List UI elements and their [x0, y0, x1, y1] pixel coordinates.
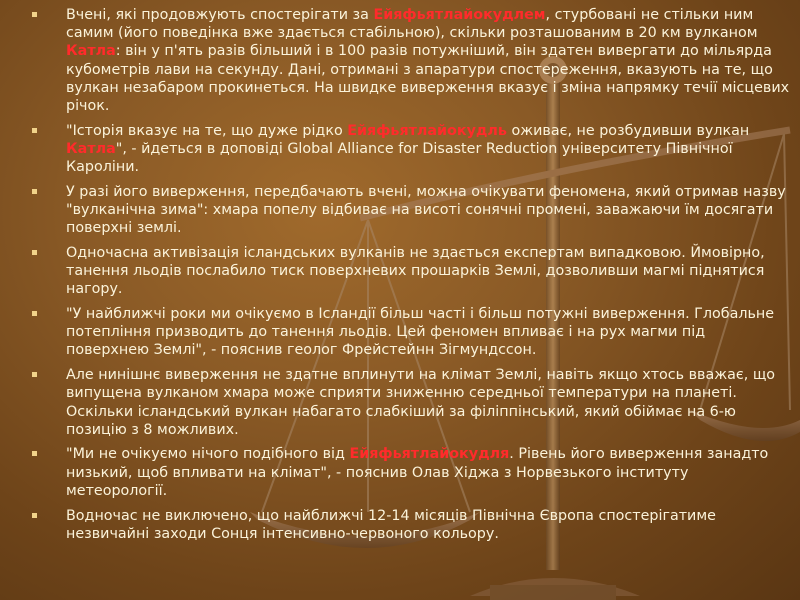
- bullet-text: ", - йдеться в доповіді Global Alliance for Disaster Reduction університету Північної Кароліни.: [66, 140, 733, 176]
- highlighted-volcano-name: Ейяфьятлайокудля: [349, 446, 510, 463]
- bullet-text: У разі його виверження, передбачають вчені, можна очікувати феномена, який отримав назву "вулканічна зима": хмара попелу відбиває на висоті сонячні промені, заважаючи їм досягати поверхні землі.: [66, 183, 786, 237]
- highlighted-volcano-name: Ейяфьятлайокудлем: [373, 7, 546, 23]
- highlighted-volcano-name: Катла: [66, 43, 116, 60]
- bullet-item: [30, 6, 790, 115]
- square-bullet-icon: [32, 189, 37, 194]
- bullet-item: [30, 445, 790, 500]
- highlighted-volcano-name: Ейяфьятлайокудль: [347, 122, 507, 139]
- square-bullet-icon: [32, 128, 37, 133]
- bullet-item: [30, 507, 790, 543]
- bullet-text: Вчені, які продовжують спостерігати за: [66, 7, 374, 23]
- bullet-text: "Ми не очікуємо нічого подібного від: [66, 446, 350, 463]
- bullet-item: [30, 244, 790, 299]
- bullet-text: . Рівень його виверження занадто низький, щоб впливати на клімат", - пояснив Олав Хiджа з Норвезького інституту метеорології.: [66, 446, 769, 499]
- square-bullet-icon: [32, 513, 37, 518]
- bullet-text: , стурбовані не стільки ним самим (його поведінка вже здається стабільною), скільки розташованим в 20 км вулканом: [66, 7, 758, 42]
- square-bullet-icon: [32, 12, 37, 17]
- square-bullet-icon: [32, 372, 37, 377]
- bullet-text: Водночас не виключено, що найближчі 12-14 місяців Північна Європа спостерігатиме незвичайні заходи Сонця інтенсивно-червоного кольору.: [66, 507, 716, 542]
- bullet-text: Але нинішнє виверження не здатне вплинути на клімат Землі, навіть якщо хтось вважає, що випущена вулканом хмара може сприяти зниженню середньої температури на планеті. Оскільки ісландський вулкан набагато слабкіший за філіппінський, який обіймає на 6-ю позицію з 8 можливих.: [66, 367, 776, 438]
- bullet-text: Одночасна активізація ісландських вулканів не здається експертам випадковою. Ймовірно, танення льодів послабило тиск поверхневих прошарків Землі, дозволивши магмі піднятися нагору.: [66, 244, 765, 298]
- bullet-text: "У найближчі роки ми очікуємо в Ісландії більш часті і більш потужні виверження. Глобальне потепління призводить до танення льодів. Цей феномен впливає і на рух магми під поверхнею Землі", - пояснив геолог Фрейстейнн Зігмундссон.: [66, 306, 775, 359]
- bullet-item: [30, 122, 790, 177]
- highlighted-volcano-name: Катла: [66, 140, 116, 157]
- bullet-list: [30, 6, 790, 549]
- bullet-text: оживає, не розбудивши вулкан: [506, 122, 750, 139]
- bullet-item: [30, 366, 790, 439]
- square-bullet-icon: [32, 311, 37, 316]
- bullet-item: [30, 183, 790, 238]
- bullet-text: : він у п'ять разів більший і в 100 разів потужніший, він здатен вивергати до мільярда кубометрів лави на секунду. Дані, отримані з апаратури спостереження, вказують на те, що вулкан незабаром прокинеться. На швидке виверження вказує і зміна напрямку течії місцевих річок.: [66, 43, 790, 115]
- square-bullet-icon: [32, 451, 37, 456]
- bullet-text: "Історія вказує на те, що дуже рідко: [66, 122, 348, 139]
- bullet-item: [30, 305, 790, 360]
- square-bullet-icon: [32, 250, 37, 255]
